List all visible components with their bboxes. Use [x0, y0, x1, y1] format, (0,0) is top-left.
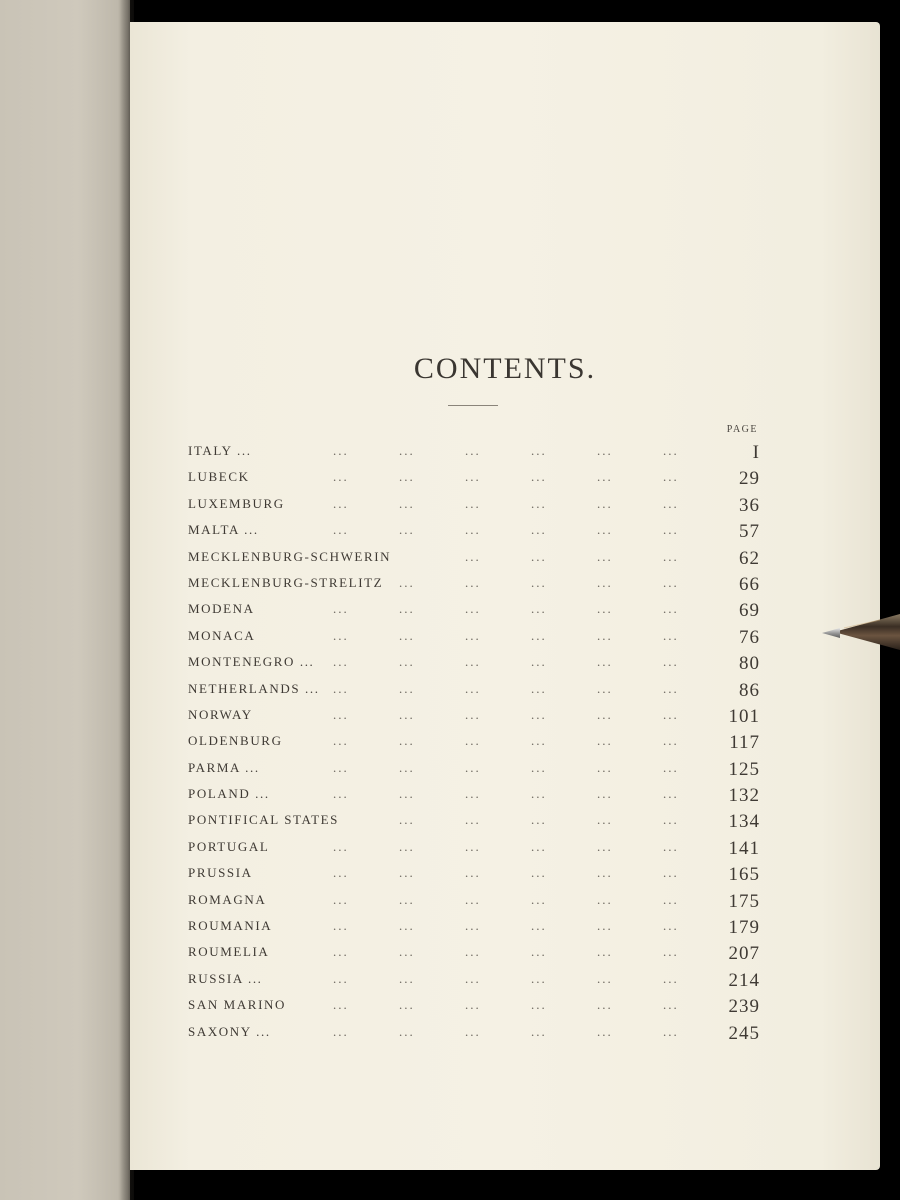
leader-dot-group: ... [531, 838, 547, 854]
leader-dot-group: ... [465, 733, 481, 749]
leader-dot-group: ... [465, 944, 481, 960]
leader-dot-group: ... [597, 495, 613, 511]
contents-entry [188, 546, 760, 572]
entry-title: LUBECK [188, 469, 250, 485]
leader-dot-group: ... [399, 601, 415, 617]
entry-page-number: 175 [728, 890, 760, 912]
leader-dot-group: ... [531, 706, 547, 722]
contents-entry [188, 968, 760, 994]
leader-dot-group: ... [531, 469, 547, 485]
leader-dot-group: ... [399, 1023, 415, 1039]
leader-dot-group: ... [465, 522, 481, 538]
leader-dots [188, 575, 688, 595]
entry-page-number: 101 [728, 705, 760, 727]
leader-dot-group: ... [663, 865, 679, 881]
entry-page-number: 132 [728, 785, 760, 807]
leader-dot-group: ... [663, 548, 679, 564]
entry-title: RUSSIA ... [188, 970, 263, 986]
leader-dot-group: ... [531, 548, 547, 564]
contents-entry [188, 651, 760, 677]
leader-dot-group: ... [531, 786, 547, 802]
leader-dot-group: ... [333, 865, 349, 881]
contents-entry [188, 598, 760, 624]
contents-entry [188, 730, 760, 756]
leader-dot-group: ... [333, 891, 349, 907]
leader-dots [188, 522, 688, 542]
leader-dot-group: ... [399, 970, 415, 986]
leader-dot-group: ... [663, 654, 679, 670]
entry-page-number: 134 [728, 811, 760, 833]
leader-dot-group: ... [597, 574, 613, 590]
leader-dot-group: ... [531, 865, 547, 881]
entry-title: PONTIFICAL STATES [188, 812, 339, 828]
leader-dot-group: ... [399, 654, 415, 670]
leader-dots [188, 628, 688, 648]
entry-page-number: 165 [728, 864, 760, 886]
leader-dot-group: ... [531, 574, 547, 590]
contents-entry [188, 572, 760, 598]
leader-dot-group: ... [465, 759, 481, 775]
entry-page-number: 69 [739, 600, 760, 622]
entry-title: SAXONY ... [188, 1023, 271, 1039]
title-rule [448, 405, 498, 406]
leader-dot-group: ... [333, 838, 349, 854]
leader-dots [188, 654, 688, 674]
entry-title: POLAND ... [188, 786, 270, 802]
entry-title: NORWAY [188, 706, 253, 722]
contents-entry [188, 466, 760, 492]
leader-dot-group: ... [399, 627, 415, 643]
leader-dot-group: ... [465, 706, 481, 722]
leader-dot-group: ... [597, 680, 613, 696]
contents-entry [188, 440, 760, 466]
leader-dot-group: ... [597, 1023, 613, 1039]
leader-dot-group: ... [465, 601, 481, 617]
entry-page-number: 36 [739, 494, 760, 516]
leader-dot-group: ... [465, 997, 481, 1013]
contents-entry [188, 757, 760, 783]
leader-dot-group: ... [399, 865, 415, 881]
leader-dot-group: ... [333, 944, 349, 960]
leader-dot-group: ... [663, 944, 679, 960]
entry-title: MECKLENBURG-SCHWERIN [188, 548, 392, 564]
leader-dots [188, 549, 688, 569]
leader-dot-group: ... [597, 838, 613, 854]
entry-title: PORTUGAL [188, 838, 270, 854]
leader-dot-group: ... [531, 680, 547, 696]
entry-page-number: 239 [728, 996, 760, 1018]
leader-dot-group: ... [531, 970, 547, 986]
leader-dots [188, 971, 688, 991]
leader-dot-group: ... [531, 627, 547, 643]
leader-dot-group: ... [663, 443, 679, 458]
leader-dot-group: ... [531, 601, 547, 617]
contents-entry [188, 994, 760, 1020]
leader-dots [188, 443, 688, 463]
entry-title: MONTENEGRO ... [188, 654, 315, 670]
leader-dot-group: ... [531, 443, 547, 458]
contents-entry [188, 941, 760, 967]
leader-dot-group: ... [597, 601, 613, 617]
leader-dot-group: ... [399, 838, 415, 854]
leader-dot-group: ... [399, 574, 415, 590]
leader-dot-group: ... [663, 1023, 679, 1039]
entry-title: PARMA ... [188, 759, 260, 775]
entry-page-number: 245 [728, 1022, 760, 1044]
leader-dot-group: ... [465, 627, 481, 643]
entry-page-number: 29 [739, 468, 760, 490]
leader-dots [188, 469, 688, 489]
leader-dots [188, 760, 688, 780]
entry-page-number: 86 [739, 679, 760, 701]
contents-entry [188, 625, 760, 651]
leader-dot-group: ... [399, 918, 415, 934]
leader-dot-group: ... [663, 759, 679, 775]
leader-dot-group: ... [663, 733, 679, 749]
leader-dots [188, 865, 688, 885]
leader-dot-group: ... [663, 495, 679, 511]
leader-dot-group: ... [663, 469, 679, 485]
leader-dots [188, 892, 688, 912]
leader-dot-group: ... [333, 733, 349, 749]
leader-dot-group: ... [597, 469, 613, 485]
leader-dot-group: ... [663, 812, 679, 828]
leader-dot-group: ... [663, 970, 679, 986]
entry-title: ROMAGNA [188, 891, 267, 907]
leader-dot-group: ... [333, 627, 349, 643]
contents-entry [188, 915, 760, 941]
leader-dot-group: ... [333, 495, 349, 511]
contents-list [188, 440, 760, 1047]
pen-tip-icon [820, 608, 900, 654]
leader-dot-group: ... [399, 522, 415, 538]
leader-dots [188, 997, 688, 1017]
page-column-label: PAGE [726, 424, 758, 435]
leader-dot-group: ... [597, 654, 613, 670]
leader-dots [188, 681, 688, 701]
leader-dot-group: ... [531, 812, 547, 828]
contents-entry [188, 809, 760, 835]
leader-dot-group: ... [663, 706, 679, 722]
leader-dot-group: ... [597, 944, 613, 960]
leader-dot-group: ... [399, 891, 415, 907]
entry-page-number: 141 [728, 837, 760, 859]
leader-dot-group: ... [531, 522, 547, 538]
page-title: CONTENTS. [413, 352, 597, 385]
leader-dot-group: ... [663, 574, 679, 590]
leader-dots [188, 733, 688, 753]
leader-dot-group: ... [531, 1023, 547, 1039]
entry-title: MODENA [188, 601, 255, 617]
leader-dots [188, 786, 688, 806]
leader-dot-group: ... [399, 786, 415, 802]
contents-entry [188, 678, 760, 704]
leader-dot-group: ... [333, 970, 349, 986]
leader-dot-group: ... [597, 443, 613, 458]
leader-dot-group: ... [531, 997, 547, 1013]
entry-title: MECKLENBURG-STRELITZ [188, 574, 384, 590]
leader-dot-group: ... [597, 786, 613, 802]
leader-dot-group: ... [399, 733, 415, 749]
leader-dot-group: ... [663, 522, 679, 538]
leader-dot-group: ... [333, 601, 349, 617]
leader-dot-group: ... [465, 1023, 481, 1039]
leader-dot-group: ... [399, 706, 415, 722]
entry-page-number: 117 [729, 732, 760, 754]
leader-dot-group: ... [597, 627, 613, 643]
leader-dot-group: ... [663, 891, 679, 907]
entry-title: ROUMANIA [188, 918, 273, 934]
leader-dot-group: ... [333, 680, 349, 696]
leader-dot-group: ... [333, 997, 349, 1013]
leader-dot-group: ... [597, 733, 613, 749]
entry-page-number: 125 [728, 758, 760, 780]
leader-dot-group: ... [663, 786, 679, 802]
leader-dot-group: ... [399, 495, 415, 511]
entry-page-number: 66 [739, 573, 760, 595]
entry-page-number: 207 [728, 943, 760, 965]
leader-dot-group: ... [663, 997, 679, 1013]
leader-dot-group: ... [531, 495, 547, 511]
leader-dot-group: ... [531, 918, 547, 934]
leader-dot-group: ... [465, 495, 481, 511]
leader-dot-group: ... [597, 812, 613, 828]
leader-dot-group: ... [465, 443, 481, 458]
contents-entry [188, 519, 760, 545]
leader-dot-group: ... [333, 918, 349, 934]
leader-dot-group: ... [399, 759, 415, 775]
leader-dot-group: ... [663, 838, 679, 854]
contents-entry [188, 1021, 760, 1047]
contents-entry [188, 493, 760, 519]
contents-page [130, 22, 880, 1170]
leader-dot-group: ... [465, 654, 481, 670]
leader-dot-group: ... [663, 601, 679, 617]
entry-page-number: I [752, 442, 760, 463]
left-page [0, 0, 130, 1200]
leader-dot-group: ... [531, 891, 547, 907]
entry-title: ROUMELIA [188, 944, 270, 960]
leader-dot-group: ... [597, 759, 613, 775]
leader-dot-group: ... [531, 944, 547, 960]
leader-dot-group: ... [333, 522, 349, 538]
leader-dot-group: ... [465, 865, 481, 881]
leader-dot-group: ... [597, 865, 613, 881]
leader-dot-group: ... [399, 812, 415, 828]
leader-dot-group: ... [597, 706, 613, 722]
leader-dots [188, 1024, 688, 1044]
leader-dot-group: ... [333, 1023, 349, 1039]
leader-dot-group: ... [663, 918, 679, 934]
leader-dot-group: ... [333, 706, 349, 722]
leader-dot-group: ... [663, 627, 679, 643]
leader-dots [188, 707, 688, 727]
leader-dot-group: ... [333, 654, 349, 670]
contents-entry [188, 862, 760, 888]
entry-page-number: 62 [739, 547, 760, 569]
leader-dot-group: ... [399, 944, 415, 960]
leader-dot-group: ... [663, 680, 679, 696]
leader-dots [188, 812, 688, 832]
leader-dot-group: ... [531, 654, 547, 670]
contents-entry [188, 704, 760, 730]
leader-dot-group: ... [465, 548, 481, 564]
leader-dot-group: ... [597, 970, 613, 986]
leader-dot-group: ... [465, 970, 481, 986]
leader-dot-group: ... [333, 469, 349, 485]
leader-dots [188, 601, 688, 621]
leader-dot-group: ... [465, 680, 481, 696]
leader-dot-group: ... [333, 786, 349, 802]
leader-dot-group: ... [465, 574, 481, 590]
leader-dot-group: ... [531, 733, 547, 749]
contents-entry [188, 889, 760, 915]
leader-dot-group: ... [465, 838, 481, 854]
entry-title: NETHERLANDS ... [188, 680, 320, 696]
leader-dot-group: ... [333, 759, 349, 775]
leader-dot-group: ... [531, 759, 547, 775]
leader-dots [188, 496, 688, 516]
entry-title: PRUSSIA [188, 865, 253, 881]
entry-page-number: 179 [728, 917, 760, 939]
leader-dots [188, 839, 688, 859]
leader-dots [188, 918, 688, 938]
leader-dot-group: ... [399, 997, 415, 1013]
contents-entry [188, 836, 760, 862]
entry-title: OLDENBURG [188, 733, 283, 749]
entry-page-number: 214 [728, 969, 760, 991]
leader-dot-group: ... [597, 548, 613, 564]
leader-dot-group: ... [465, 469, 481, 485]
leader-dot-group: ... [597, 918, 613, 934]
entry-title: MONACA [188, 627, 256, 643]
leader-dot-group: ... [399, 469, 415, 485]
leader-dot-group: ... [465, 786, 481, 802]
leader-dot-group: ... [333, 443, 349, 458]
leader-dot-group: ... [597, 891, 613, 907]
leader-dot-group: ... [597, 522, 613, 538]
entry-page-number: 76 [739, 626, 760, 648]
entry-page-number: 80 [739, 653, 760, 675]
leader-dot-group: ... [465, 891, 481, 907]
leader-dots [188, 944, 688, 964]
entry-title: SAN MARINO [188, 997, 286, 1013]
contents-entry [188, 783, 760, 809]
leader-dot-group: ... [465, 812, 481, 828]
leader-dot-group: ... [399, 680, 415, 696]
leader-dot-group: ... [597, 997, 613, 1013]
entry-title: MALTA ... [188, 522, 259, 538]
entry-page-number: 57 [739, 521, 760, 543]
leader-dot-group: ... [399, 443, 415, 458]
entry-title: ITALY ... [188, 443, 252, 458]
entry-title: LUXEMBURG [188, 495, 285, 511]
leader-dot-group: ... [465, 918, 481, 934]
